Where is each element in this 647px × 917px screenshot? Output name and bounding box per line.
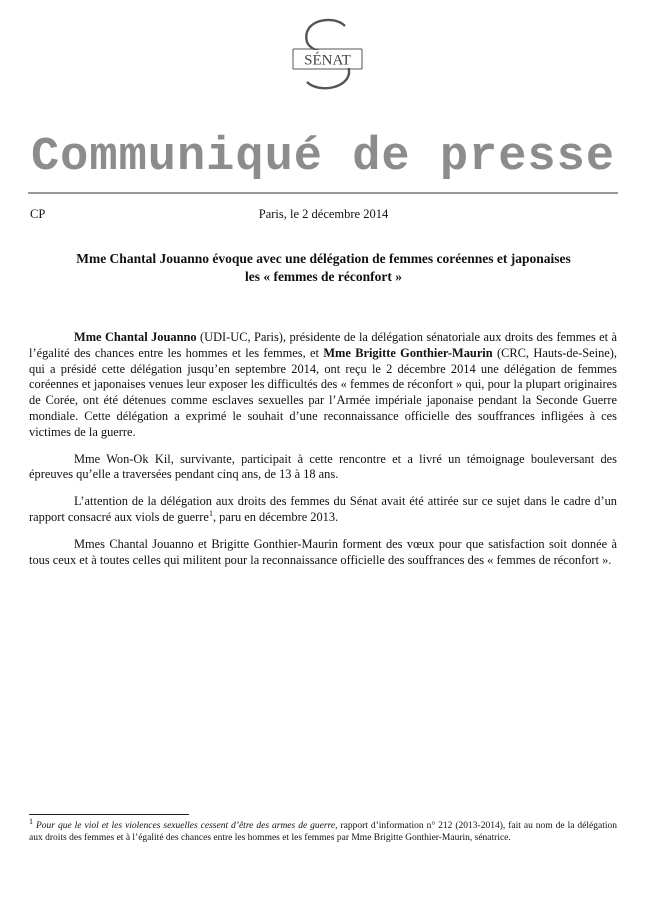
paragraph-2: Mme Won-Ok Kil, survivante, participait à cette rencontre et a livré un témoignage bouleversant des épreuves qu’elle a traversées pendant cinq ans, de 13 à 18 ans. bbox=[29, 451, 617, 482]
footnote-ref[interactable]: 1 bbox=[208, 508, 213, 518]
logo-text: SÉNAT bbox=[304, 52, 351, 69]
footnote-number: 1 bbox=[29, 816, 33, 826]
name-gonthier-maurin: Mme Brigitte Gonthier-Maurin bbox=[323, 345, 493, 360]
body-text bbox=[29, 330, 617, 579]
press-release-title bbox=[40, 250, 607, 286]
paragraph-3 bbox=[29, 494, 617, 526]
paragraph-4: Mmes Chantal Jouanno et Brigitte Gonthier-Maurin forment des vœux pour que satisfaction soit donnée à tous ceux et à toutes celles qui militent pour la reconnaissance officielle des souffrances des « femmes de réconfort ». bbox=[29, 536, 617, 567]
title-line-1: Mme Chantal Jouanno évoque avec une délégation de femmes coréennes et japonaises bbox=[76, 251, 571, 266]
name-jouanno: Mme Chantal Jouanno bbox=[74, 330, 197, 344]
p1-text-2: (CRC, Hauts-de-Seine), qui a présidé cette délégation jusqu’en septembre 2014, ont reçu le 2 décembre 2014 une délégation de femmes coréennes et japonaises venues leur exposer les difficultés des « femmes de réconfort » qui, pour la plupart originaires de Corée, ont été détenues comme esclaves sexuelles par l’Armée impériale japonaise pendant la Seconde Guerre mondiale. Cette délégation a exprimé le souhait d’une reconnaissance officielle des souffrances infligées à ces victimes de la guerre. bbox=[29, 345, 617, 439]
p1-text-1: (UDI-UC, Paris), présidente de la délégation sénatoriale aux droits des femmes et à l’égalité des chances entre les hommes et les femmes, et bbox=[29, 330, 617, 360]
p3-text-1: L’attention de la délégation aux droits des femmes du Sénat avait été attirée sur ce sujet dans le cadre d’un rapport consacré aux viols de guerre bbox=[29, 494, 617, 524]
footnote-divider bbox=[29, 814, 189, 815]
banner-divider bbox=[28, 192, 618, 194]
senat-logo bbox=[285, 16, 370, 94]
date-line: Paris, le 2 décembre 2014 bbox=[258, 207, 389, 221]
press-release-banner: Communiqué de presse bbox=[30, 131, 616, 184]
footnote-report-title: Pour que le viol et les violences sexuelles cessent d’être des armes de guerre bbox=[35, 821, 336, 831]
paragraph-1 bbox=[29, 330, 617, 441]
cp-label: CP bbox=[30, 207, 46, 221]
footnote bbox=[29, 816, 618, 845]
footnote-text: , rapport d’information n° 212 (2013-2014), fait au nom de la délégation aux droits des femmes et à l’égalité des chances entre les hommes et les femmes par Mme Brigitte Gonthier-Maurin, sénatrice. bbox=[29, 821, 618, 844]
p3-text-2: , paru en décembre 2013. bbox=[212, 509, 339, 524]
title-line-2: les « femmes de réconfort » bbox=[244, 269, 403, 284]
